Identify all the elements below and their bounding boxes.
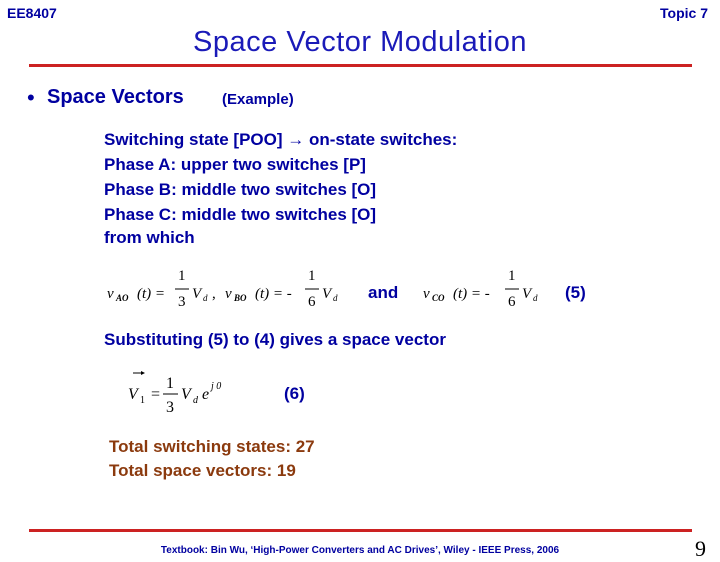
equation-6-label: (6) <box>284 384 305 403</box>
section-subtitle: (Example) <box>222 91 294 108</box>
vao-arg: (t) = <box>137 286 166 302</box>
phase-a-line: Phase A: upper two switches [P] <box>104 155 366 174</box>
phase-b-line: Phase B: middle two switches [O] <box>104 180 377 199</box>
page-number: 9 <box>695 536 706 561</box>
slide-title: Space Vector Modulation <box>193 26 527 58</box>
equation-5-vco <box>420 262 550 312</box>
vbo-coef-sub: d <box>333 293 338 303</box>
vco-sub: CO <box>432 293 445 303</box>
from-which-line: from which <box>104 228 195 247</box>
section-title: Space Vectors <box>47 86 184 108</box>
vao-den: 3 <box>178 294 186 310</box>
eq6-den: 3 <box>166 399 174 416</box>
vao-coef-sub: d <box>203 293 208 303</box>
eq6-var-sub: 1 <box>140 395 145 406</box>
vao-num: 1 <box>178 268 186 284</box>
vco-den: 6 <box>508 294 516 310</box>
top-divider <box>29 64 692 67</box>
vco-num: 1 <box>508 268 516 284</box>
eq5-comma: , <box>212 286 216 302</box>
vbo-den: 6 <box>308 294 316 310</box>
vao-coef: V <box>192 286 202 302</box>
eq6-equals: = <box>151 386 161 403</box>
switching-state-line: Switching state [POO] → on-state switches: <box>104 130 458 149</box>
vbo-var: v <box>225 286 232 302</box>
footer-citation: Textbook: Bin Wu, ‘High-Power Converters and AC Drives’, Wiley - IEEE Press, 2006 <box>160 545 560 556</box>
eq6-coef: V <box>181 386 191 403</box>
bottom-divider <box>29 529 692 532</box>
eq6-exp-base: e <box>202 386 210 403</box>
eq6-exp-power: j 0 <box>211 381 222 392</box>
vco-var: v <box>423 286 430 302</box>
course-code: EE8407 <box>7 5 57 21</box>
vao-var: v <box>107 286 114 302</box>
vbo-sub: BO <box>234 293 247 303</box>
equation-5-label: (5) <box>565 283 586 302</box>
vco-coef-sub: d <box>533 293 538 303</box>
vao-sub: AO <box>116 293 129 303</box>
vbo-coef: V <box>322 286 332 302</box>
substituting-line: Substituting (5) to (4) gives a space vector <box>104 330 446 349</box>
equation-5-vao-vbo <box>104 262 354 312</box>
eq6-coef-sub: d <box>193 395 198 406</box>
equation-6 <box>124 364 244 424</box>
phase-c-line: Phase C: middle two switches [O] <box>104 205 377 224</box>
topic-label: Topic 7 <box>660 5 708 21</box>
total-switching-states: Total switching states: 27 <box>109 437 315 456</box>
vco-arg: (t) = - <box>453 286 490 302</box>
bullet-icon: • <box>27 85 35 110</box>
vco-coef: V <box>522 286 532 302</box>
and-text: and <box>368 283 399 302</box>
vbo-arg: (t) = - <box>255 286 292 302</box>
eq6-var: V <box>128 386 138 403</box>
vbo-num: 1 <box>308 268 316 284</box>
vector-arrow-icon <box>133 371 145 375</box>
eq6-num: 1 <box>166 375 174 392</box>
total-space-vectors: Total space vectors: 19 <box>109 461 296 480</box>
